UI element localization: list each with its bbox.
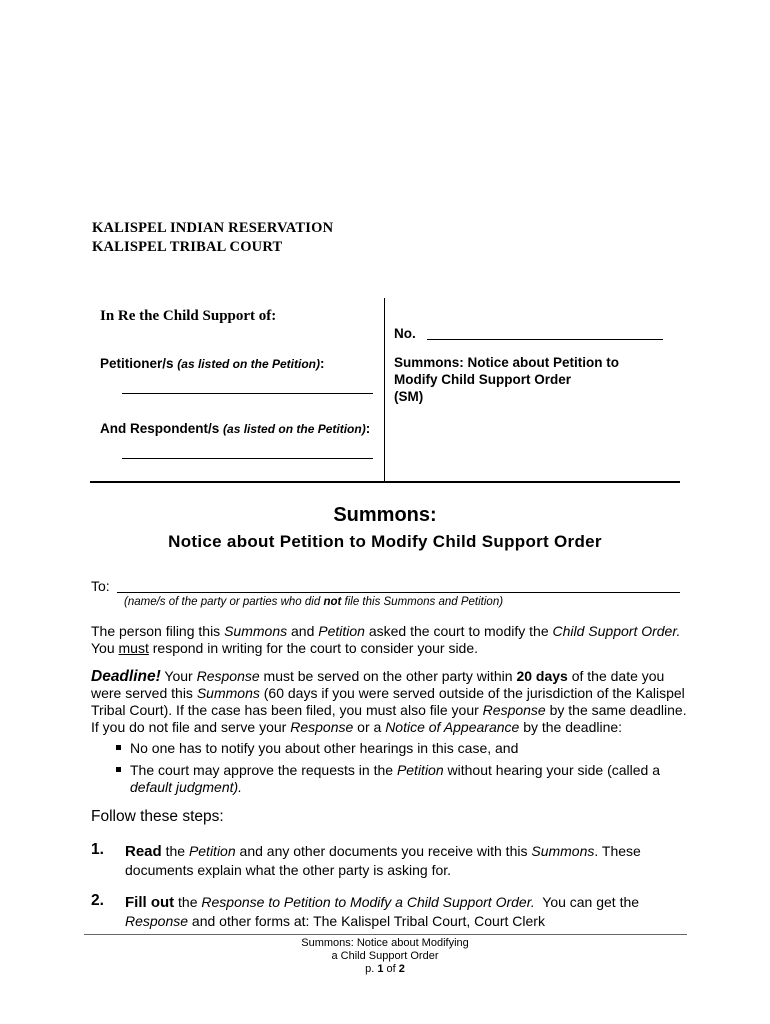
footer-rule: [84, 934, 687, 935]
caption-bottom-rule: [90, 481, 680, 483]
to-name-line[interactable]: [117, 592, 680, 593]
page-mid: of: [383, 963, 399, 975]
deadline-l4d: Notice of Appearance: [385, 719, 520, 735]
to-note-post: file this Summons and Petition): [341, 596, 504, 608]
step-2-t2: the: [174, 894, 202, 910]
deadline-line3: [91, 702, 691, 719]
to-note-bold: not: [323, 596, 342, 608]
petitioner-label: [100, 356, 324, 371]
deadline-l4e: by the deadline:: [519, 719, 623, 735]
deadline-t1: Your: [160, 668, 197, 684]
bullet-1-text: No one has to notify you about other hearings in this case, and: [130, 740, 519, 756]
caption-divider: [384, 298, 385, 482]
step-1-t2: the: [161, 843, 189, 859]
page-number: [0, 963, 770, 976]
intro-line1: [91, 623, 691, 640]
court-name: KALISPEL TRIBAL COURT: [92, 239, 283, 255]
bullet-square-icon: [116, 767, 121, 772]
bullet-2-t1: The court may approve the requests in the: [130, 762, 397, 778]
intro-t1: The person filing this: [91, 623, 225, 639]
to-note: [124, 596, 503, 608]
deadline-l4b: Response: [290, 719, 354, 735]
deadline-l2b: Summons: [196, 685, 260, 701]
intro-t8: must: [118, 640, 149, 656]
intro-t3: and: [287, 623, 319, 639]
step-1-t3: Petition: [188, 843, 236, 859]
deadline-l2c: (60 days if you were served outside of the jurisdiction of the Kalispel: [259, 685, 685, 701]
deadline-l3c: by the same deadline.: [545, 702, 687, 718]
footer-line2: a Child Support Order: [331, 950, 439, 962]
deadline-line2: [91, 685, 691, 702]
step-2-t3: Response to Petition to Modify a Child Support Order.: [201, 894, 535, 910]
respondent-label-text: And Respondent/s: [100, 421, 220, 436]
deadline-l2a: were served this: [91, 685, 197, 701]
petitioner-label-text: Petitioner/s: [100, 356, 174, 371]
respondent-colon: :: [365, 421, 371, 436]
intro-t7: You: [91, 640, 119, 656]
bullet-item-2: [130, 762, 690, 796]
deadline-t3: must be served on the other party within: [259, 668, 517, 684]
footer: [0, 937, 770, 976]
deadline-l3a: Tribal Court). If the case has been filed, you must also file your: [91, 702, 483, 718]
step-1-t1: Read: [125, 843, 162, 860]
step-2-t5: Response: [125, 913, 189, 929]
bullet-2-t4: default judgment).: [130, 779, 243, 795]
page-total: 2: [398, 963, 405, 975]
document-title-line1: Summons: Notice about Petition to: [394, 355, 619, 370]
intro-t4: Petition: [318, 623, 365, 639]
to-label: [91, 578, 110, 594]
to-note-pre: (name/s of the party or parties who did: [124, 596, 324, 608]
deadline-line1: [91, 668, 691, 685]
step-1-t6: . These: [594, 843, 641, 859]
step-1-number: 1.: [91, 841, 104, 858]
intro-t6: Child Support Order.: [552, 623, 681, 639]
deadline-t5: of the date you: [567, 668, 665, 684]
document-title-line2: Modify Child Support Order: [394, 372, 571, 387]
respondent-label: [100, 421, 370, 436]
intro-t5: asked the court to modify the: [364, 623, 553, 639]
summons-subtitle: Notice about Petition to Modify Child Support Order: [168, 532, 602, 551]
document-title-block: [394, 354, 619, 405]
deadline-paragraph: [91, 668, 691, 736]
deadline-label: Deadline!: [91, 668, 161, 685]
bullet-square-icon: [116, 745, 121, 750]
step-2-number: 2.: [91, 892, 104, 909]
bullet-2-t2: Petition: [396, 762, 444, 778]
intro-t9: respond in writing for the court to consider your side.: [148, 640, 479, 656]
petitioner-colon: :: [319, 356, 325, 371]
step-2-line1: [125, 893, 685, 912]
intro-paragraph: [91, 623, 691, 657]
step-1-text: [125, 842, 685, 879]
deadline-t4: 20 days: [516, 668, 568, 684]
petitioner-name-line[interactable]: [122, 393, 373, 394]
in-re-label: In Re the Child Support of:: [100, 308, 277, 324]
step-2-t6: and other forms at: The Kalispel Tribal Court, Court Clerk: [188, 913, 545, 929]
bullet-item-1: [130, 740, 690, 757]
to-label-text: To: [91, 578, 106, 594]
deadline-line4: [91, 719, 691, 736]
petitioner-note: (as listed on the Petition): [177, 357, 320, 371]
case-number-label: No.: [394, 326, 416, 341]
deadline-l4a: If you do not file and serve your: [91, 719, 291, 735]
respondent-note: (as listed on the Petition): [223, 422, 366, 436]
steps-intro: Follow these steps:: [91, 808, 224, 825]
deadline-t2: Response: [196, 668, 260, 684]
step-1-line2: documents explain what the other party is asking for.: [125, 862, 452, 878]
bullet-2-t3: without hearing your side (called a: [443, 762, 660, 778]
case-number-line[interactable]: [427, 339, 663, 340]
step-2-t4: You can get the: [534, 894, 640, 910]
step-2-line2: [125, 912, 685, 930]
deadline-l3b: Response: [482, 702, 546, 718]
step-1-t4: and any other documents you receive with this: [235, 843, 532, 859]
summons-title: Summons:: [333, 504, 437, 526]
step-1-line1: [125, 842, 685, 861]
to-colon: :: [105, 578, 110, 594]
deadline-l4c: or a: [353, 719, 386, 735]
intro-t2: Summons: [224, 623, 288, 639]
intro-line2: [91, 640, 691, 657]
page-current: 1: [377, 963, 384, 975]
document-code: (SM): [394, 389, 424, 404]
reservation-name: KALISPEL INDIAN RESERVATION: [92, 220, 334, 236]
step-1-t5: Summons: [531, 843, 595, 859]
page-pre: p.: [365, 963, 378, 975]
step-2-t1: Fill out: [125, 894, 175, 911]
respondent-name-line[interactable]: [122, 458, 373, 459]
footer-line1: Summons: Notice about Modifying: [301, 937, 469, 949]
step-2-text: [125, 893, 685, 930]
